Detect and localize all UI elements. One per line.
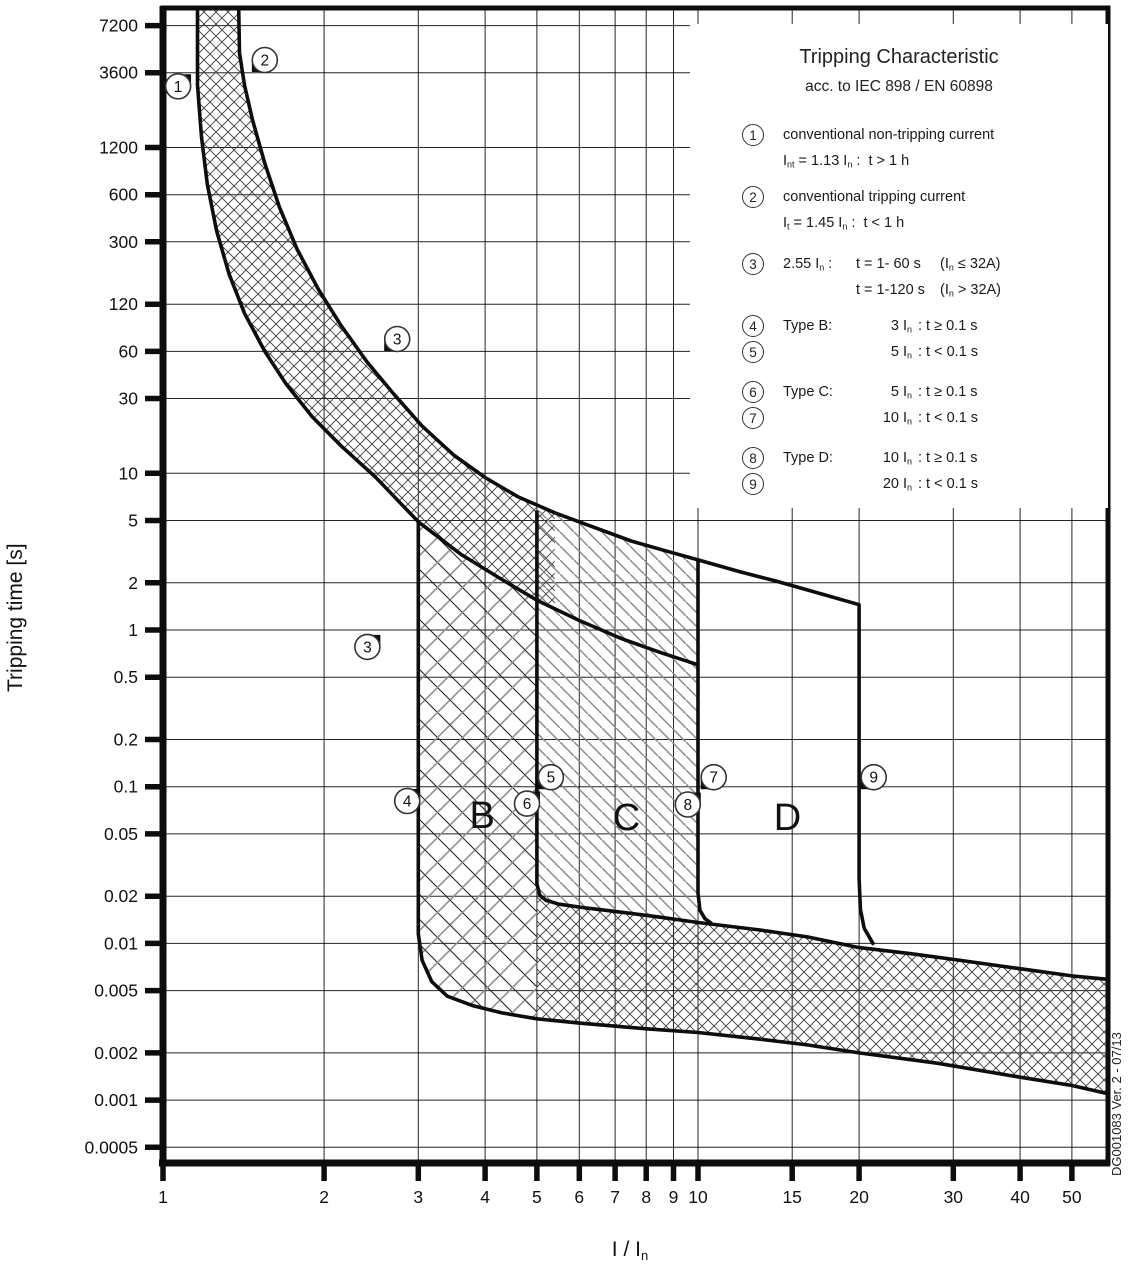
marker-number: 3	[392, 331, 402, 349]
y-tick-label: 120	[108, 294, 138, 315]
legend-item-text: Type B:	[783, 318, 833, 334]
marker-number: 2	[260, 52, 270, 70]
marker-number: 4	[402, 793, 412, 811]
x-tick-label: 3	[413, 1187, 424, 1207]
y-tick-label: 0.0005	[84, 1137, 138, 1158]
x-tick-label: 8	[641, 1187, 652, 1207]
y-tick-label: 0.001	[94, 1090, 138, 1111]
legend-item-text: t = 1-120 s	[856, 282, 925, 298]
legend-item-text: 10 $I_n$	[882, 450, 912, 467]
legend-item-text: $(I_n \le 32A)$	[940, 256, 1001, 273]
type-C-region	[537, 510, 712, 923]
thermal-band-region	[198, 8, 555, 608]
y-tick-label: 30	[118, 388, 138, 409]
legend-item-number: 4	[742, 315, 764, 337]
chart-subtitle: acc. to IEC 898 / EN 60898	[805, 78, 993, 95]
legend-item-number: 6	[742, 381, 764, 403]
y-tick-label: 600	[108, 184, 138, 205]
x-tick-label: 1	[158, 1187, 168, 1207]
y-tick-label: 0.05	[103, 823, 138, 844]
marker-number: 1	[173, 78, 183, 96]
x-tick-label: 7	[610, 1187, 620, 1207]
x-tick-label: 9	[668, 1187, 679, 1207]
legend-item-text: $(I_n > 32A)$	[940, 282, 1002, 299]
x-axis-title: I / $I_n$	[611, 1238, 649, 1263]
x-tick-label: 30	[943, 1187, 964, 1207]
legend-item-number: 1	[742, 124, 764, 146]
y-tick-label: 0.01	[103, 933, 138, 954]
y-tick-label: 5	[128, 510, 138, 531]
legend-item-text: : t ≥ 0.1 s	[918, 384, 978, 400]
instantaneous-band-region	[537, 884, 1108, 1094]
x-tick-label: 2	[319, 1187, 329, 1207]
marker-number: 8	[683, 797, 693, 814]
legend-item-text: : t < 0.1 s	[918, 410, 979, 426]
x-tick-label: 4	[480, 1187, 490, 1207]
region-letter-B: B	[469, 795, 495, 837]
marker-number: 9	[869, 769, 879, 787]
legend-item-text: 10 $I_n$	[882, 410, 912, 427]
curve-type-d-lower-10-in	[698, 560, 712, 924]
y-tick-label: 2	[128, 572, 138, 593]
region-letter-D: D	[773, 797, 802, 840]
legend-item-number: 7	[742, 407, 764, 429]
legend-item-text: $I_{nt} = 1.13$ $I_n$ : t > 1 h	[783, 153, 910, 170]
legend-item-text: : t < 0.1 s	[918, 344, 979, 360]
chart-title: Tripping Characteristic	[799, 46, 999, 68]
region-letter-C: C	[612, 797, 641, 840]
marker-number: 3	[363, 639, 372, 657]
y-tick-label: 0.2	[113, 729, 138, 750]
x-tick-label: 15	[782, 1187, 802, 1207]
y-tick-label: 300	[108, 231, 138, 252]
y-tick-label: 3600	[99, 62, 138, 83]
y-tick-label: 60	[118, 341, 138, 362]
legend-item-text: 5 $I_n$	[890, 384, 912, 401]
legend-item-text: 3 $I_n$	[890, 318, 912, 335]
y-tick-label: 0.005	[94, 980, 138, 1001]
x-tick-label: 20	[849, 1187, 869, 1207]
marker-number: 7	[709, 769, 719, 787]
y-tick-label: 0.1	[113, 776, 138, 797]
marker-number: 5	[546, 769, 556, 787]
legend-item-text: conventional non-tripping current	[783, 127, 995, 143]
x-tick-label: 40	[1010, 1187, 1030, 1207]
legend-item-text: $I_t = 1.45$ $I_n$ : t < 1 h	[783, 215, 905, 232]
x-tick-label: 10	[688, 1187, 708, 1207]
x-tick-label: 50	[1062, 1187, 1082, 1207]
legend-item-number: 9	[742, 473, 764, 495]
y-tick-label: 1	[128, 620, 138, 640]
legend-item-text: : t < 0.1 s	[918, 476, 979, 492]
legend-item-text: : t ≥ 0.1 s	[918, 318, 978, 334]
y-tick-label: 1200	[99, 137, 138, 158]
y-tick-label: 10	[118, 463, 138, 484]
legend-item-text: t = 1- 60 s	[856, 256, 921, 272]
y-tick-label: 0.002	[94, 1042, 138, 1063]
legend-item-number: 3	[742, 253, 764, 275]
y-axis-title: Tripping time [s]	[4, 543, 27, 692]
legend-item-number: 2	[742, 186, 764, 208]
legend	[690, 24, 1108, 508]
legend-item-number: 8	[742, 447, 764, 469]
legend-item-text: Type C:	[783, 384, 833, 400]
marker-number: 6	[522, 796, 532, 814]
legend-item-text: : t ≥ 0.1 s	[918, 450, 978, 466]
x-tick-label: 5	[532, 1187, 542, 1207]
type-B-region	[418, 522, 537, 1019]
legend-item-text: Type D:	[783, 450, 833, 466]
legend-item-number: 5	[742, 341, 764, 363]
document-id: DG001083 Ver. 2 - 07/13	[1109, 1032, 1124, 1176]
x-tick-label: 6	[574, 1187, 585, 1207]
y-tick-label: 0.5	[113, 667, 138, 688]
legend-item-text: 2.55 $I_n$ :	[783, 256, 833, 273]
y-tick-label: 7200	[99, 15, 138, 36]
y-tick-label: 0.02	[103, 886, 138, 907]
legend-item-text: 20 $I_n$	[882, 476, 912, 493]
legend-item-text: 5 $I_n$	[890, 344, 912, 361]
legend-item-text: conventional tripping current	[783, 189, 966, 205]
